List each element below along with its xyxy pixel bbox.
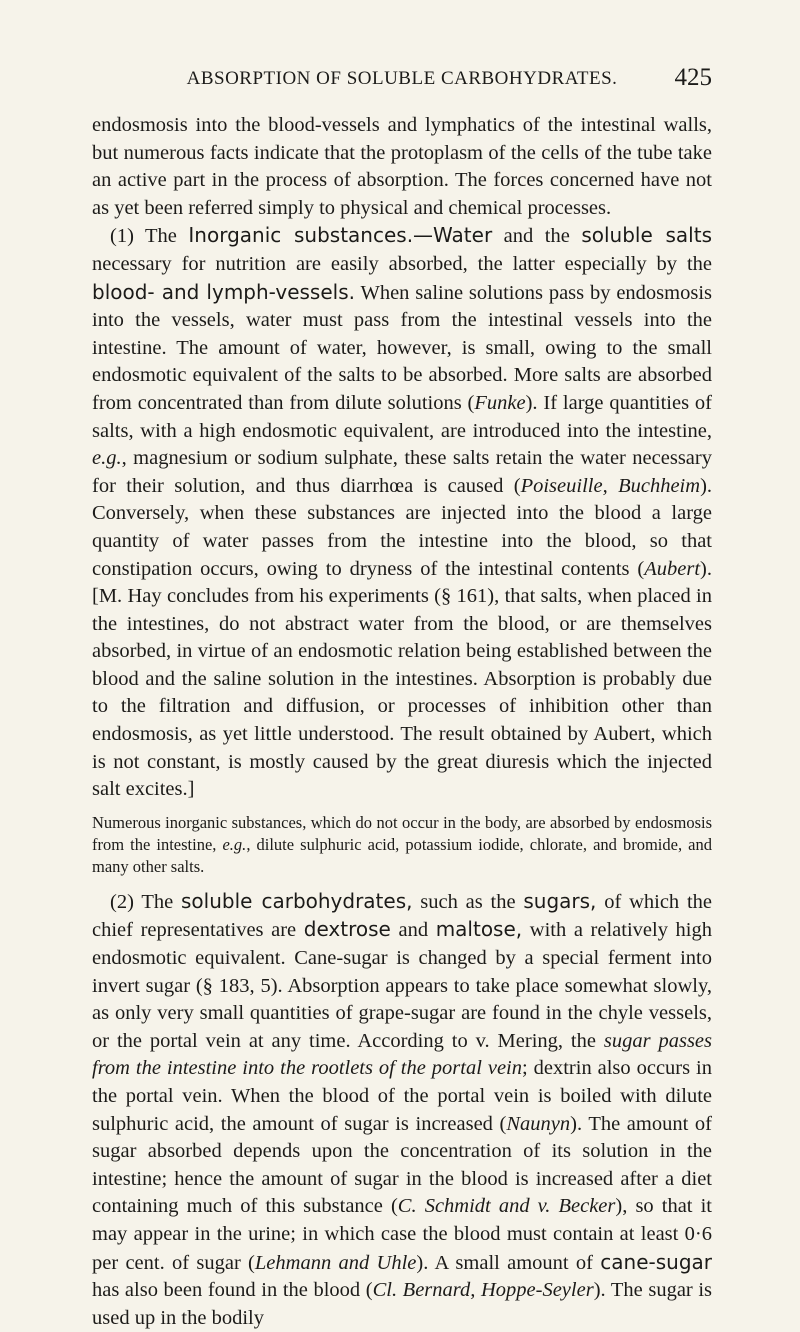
text-run: of which the chief representatives are (92, 890, 712, 942)
text-run: ). Conversely, when these substances are injected into the blood a large quantity of water passes from the intestine into the blood, so that constipation occurs, owing to dryness of the intestinal contents ( (92, 474, 713, 580)
italic-abbrev: e.g. (92, 447, 122, 470)
text-run: and (390, 919, 436, 942)
italic-phrase: sugar passes from the intestine into the rootlets of the portal vein (92, 1029, 712, 1080)
text-run: Numerous inorganic substances, which do not occur in the body, are absorbed by endosmosis from the intestine, (92, 812, 712, 854)
text-run: ), so that it may appear in the urine; in which case the blood must contain at least 0·6 per cent. of sugar ( (92, 1195, 712, 1274)
paragraph-continuation (92, 112, 712, 222)
text-run: and the (492, 225, 582, 248)
text-run: , dilute sulphuric acid, potassium iodide, chlorate, and bromide, and many other salts. (92, 834, 712, 876)
emphasis-term: dextrose (303, 917, 391, 942)
italic-citation: C. Schmidt and v. Becker (397, 1195, 616, 1218)
italic-abbrev: e.g. (222, 834, 247, 854)
italic-citation: Naunyn (506, 1112, 571, 1135)
text-run: ). If large quantities of salts, with a high endosmotic equivalent, are introduced into the intestine, (92, 391, 712, 442)
text-run: ). A small amount of (416, 1251, 601, 1274)
italic-citation: Funke (474, 391, 526, 414)
body-text (92, 112, 712, 1332)
emphasis-term: Inorganic substances.—Water (188, 223, 493, 248)
emphasis-term: soluble salts (581, 223, 712, 248)
text-run: ). The amount of sugar absorbed depends upon the concentration of its solution in the intestine; hence the amount of sugar in the blood is increased after a diet containing much of this substance ( (92, 1112, 712, 1218)
italic-citation: Lehmann and Uhle (254, 1251, 417, 1274)
emphasis-term: soluble carbohydrates, (181, 888, 413, 913)
text-run: When saline solutions pass by endosmosis into the vessels, water must pass from the intestinal vessels into the intestine. The amount of water, however, is small, owing to the small endosmotic equivalent of the salts to be absorbed. More salts are absorbed from concentrated than from dilute solutions ( (92, 281, 712, 414)
text-run: , magnesium or sodium sulphate, these salts retain the water necessary for their solution, and thus diarrhœa is caused ( (92, 447, 712, 497)
text-run: ; dextrin also occurs in the portal vein. When the blood of the portal vein is boiled with dilute sulphuric acid, the amount of sugar is increased ( (92, 1057, 712, 1135)
running-title: ABSORPTION OF SOLUBLE CARBOHYDRATES. (186, 68, 618, 89)
page-number: 425 (674, 64, 712, 91)
italic-citation: Poiseuille, Buchheim (520, 474, 701, 497)
text-run: such as the (412, 890, 524, 913)
text-run: has also been found in the blood ( (92, 1279, 373, 1302)
text-run: necessary for nutrition are easily absorbed, the latter especially by the (92, 252, 712, 275)
emphasis-term: cane-sugar (600, 1249, 712, 1274)
text-run: (2) The (110, 890, 181, 913)
text-run: with a relatively high endosmotic equivalent. Cane-sugar is changed by a special ferment into invert sugar (§ 183, 5). Absorption appears to take place somewhat slowly, as only very small quantities of grape-sugar are found in the chyle vessels, or the portal vein at any time. According to v. Mering, the (92, 919, 712, 1052)
emphasis-term: sugars, (523, 888, 597, 913)
small-print-note (92, 812, 712, 878)
italic-citation: Cl. Bernard, Hoppe-Seyler (372, 1279, 594, 1302)
text-run: ). The sugar is used up in the bodily (92, 1279, 713, 1329)
italic-citation: Aubert (644, 557, 701, 580)
paragraph-text: endosmosis into the blood-vessels and lymphatics of the intestinal walls, but numerous facts indicate that the protoplasm of the cells of the tube take an active part in the process of absorption. The forces concerned have not as yet been referred simply to physical and chemical processes. (92, 114, 712, 219)
text-run: (1) The (110, 225, 189, 248)
paragraph-inorganic (92, 222, 712, 803)
running-head (92, 64, 712, 102)
paragraph-carbohydrates (92, 888, 712, 1332)
text-run: ). [M. Hay concludes from his experiments (§ 161), that salts, when placed in the intestines, do not abstract water from the blood, or are themselves absorbed, in virtue of an endosmotic relation being established between the blood and the saline solution in the intestines. Absorption is probably due to the filtration and diffusion, or processes of inhibition other than endosmosis, as yet little understood. The result obtained by Aubert, which is not constant, is mostly caused by the great diuresis which the injected salt excites.] (92, 557, 712, 801)
emphasis-term: blood- and lymph-vessels. (92, 279, 355, 304)
emphasis-term: maltose, (435, 917, 523, 942)
